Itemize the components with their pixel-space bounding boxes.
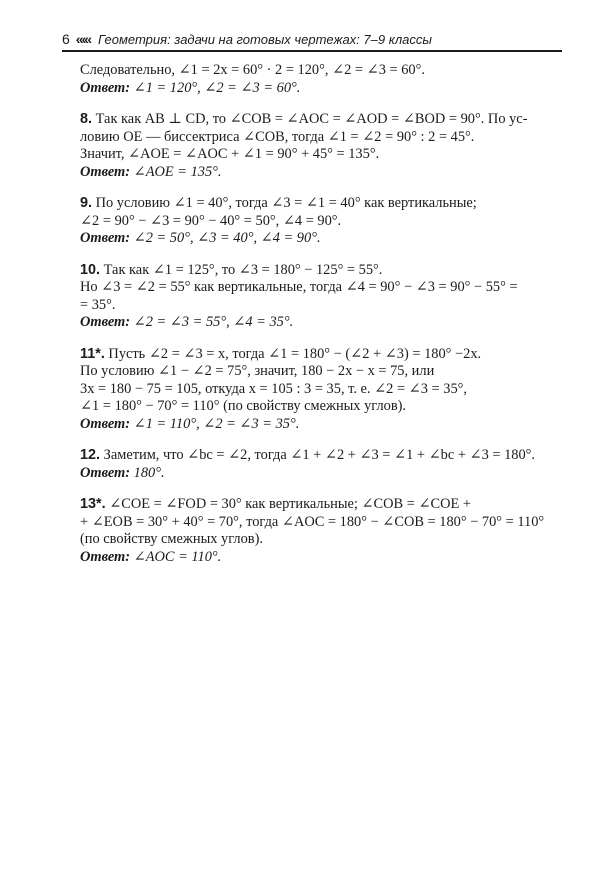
- text-line: [80, 496, 572, 514]
- line-text: Заметим, что ∠bc = ∠2, тогда ∠1 + ∠2 + ∠3 = ∠1 + ∠bc + ∠3 = 180°.: [103, 447, 536, 463]
- answer-line: [80, 314, 572, 332]
- running-header: [62, 28, 562, 52]
- answer-line: [80, 416, 572, 434]
- text-line: [80, 213, 572, 231]
- problem-number: 9.: [80, 195, 93, 211]
- line-text: Следовательно, ∠1 = 2x = 60° · 2 = 120°, ∠2 = ∠3 = 60°.: [80, 62, 425, 78]
- answer-text: ∠2 = 50°, ∠3 = 40°, ∠4 = 90°.: [133, 230, 321, 246]
- answer-label: Ответ:: [80, 548, 131, 565]
- answer-label: Ответ:: [80, 163, 131, 180]
- text-line: [80, 447, 572, 465]
- answer-text: ∠1 = 110°, ∠2 = ∠3 = 35°.: [133, 415, 300, 432]
- line-text: Так как AB ⊥ CD, то ∠COB = ∠AOC = ∠AOD = ∠BOD = 90°. По ус-: [95, 111, 528, 127]
- solution-block: [80, 195, 572, 248]
- line-text: 3x = 180 − 75 = 105, откуда x = 105 : 3 = 35, т. е. ∠2 = ∠3 = 35°,: [80, 380, 467, 397]
- line-text: ∠1 = 180° − 70° = 110° (по свойству смежных углов).: [80, 398, 407, 414]
- line-text: Значит, ∠AOE = ∠AOC + ∠1 = 90° + 45° = 135°.: [80, 146, 380, 162]
- line-text: По условию ∠1 = 40°, тогда ∠3 = ∠1 = 40° как вертикальные;: [95, 195, 477, 211]
- text-line: [80, 111, 572, 129]
- text-line: [80, 398, 572, 416]
- text-line: [80, 62, 572, 80]
- answer-text: ∠AOC = 110°.: [133, 548, 222, 565]
- line-text: ∠COE = ∠FOD = 30° как вертикальные; ∠COB = ∠COE +: [109, 496, 472, 512]
- answer-text: 180°.: [133, 464, 165, 481]
- text-line: [80, 195, 572, 213]
- text-line: [80, 279, 572, 297]
- problem-number: 10.: [80, 261, 101, 278]
- answer-line: [80, 465, 572, 483]
- line-text: (по свойству смежных углов).: [80, 531, 263, 547]
- problem-number: 13*.: [80, 496, 106, 512]
- problem-number: 12.: [80, 447, 101, 463]
- answer-label: Ответ:: [80, 314, 131, 330]
- line-text: + ∠EOB = 30° + 40° = 70°, тогда ∠AOC = 180° − ∠COB = 180° − 70° = 110°: [80, 513, 545, 530]
- book-title: Геометрия: задачи на готовых чертежах: 7–9 классы: [98, 31, 432, 47]
- chevrons-ornament: «‹«: [75, 31, 91, 47]
- line-text: Так как ∠1 = 125°, то ∠3 = 180° − 125° = 55°.: [103, 261, 383, 278]
- solution-block: [80, 111, 572, 181]
- solution-block: [80, 447, 572, 482]
- answer-text: ∠1 = 120°, ∠2 = ∠3 = 60°.: [133, 79, 301, 96]
- text-line: [80, 262, 572, 280]
- solution-block: [80, 62, 572, 97]
- page-number: 6: [62, 31, 70, 47]
- answer-label: Ответ:: [80, 464, 131, 481]
- line-text: = 35°.: [80, 296, 116, 313]
- answer-line: [80, 230, 572, 248]
- problem-number: 8.: [80, 111, 93, 127]
- text-line: [80, 531, 572, 549]
- problem-number: 11*.: [80, 345, 105, 362]
- solution-block: [80, 496, 572, 566]
- line-text: Пусть ∠2 = ∠3 = x, тогда ∠1 = 180° − (∠2 + ∠3) = 180° −2x.: [108, 345, 482, 362]
- text-line: [80, 146, 572, 164]
- line-text: По условию ∠1 − ∠2 = 75°, значит, 180 − 2x − x = 75, или: [80, 363, 435, 379]
- answer-line: [80, 549, 572, 567]
- solution-block: [80, 262, 572, 332]
- answer-text: ∠2 = ∠3 = 55°, ∠4 = 35°.: [133, 314, 294, 330]
- text-line: [80, 129, 572, 147]
- line-text: ловию OE — биссектриса ∠COB, тогда ∠1 = ∠2 = 90° : 2 = 45°.: [80, 128, 475, 145]
- answer-label: Ответ:: [80, 415, 131, 432]
- answer-line: [80, 80, 572, 98]
- answer-label: Ответ:: [80, 230, 131, 246]
- text-line: [80, 297, 572, 315]
- answer-text: ∠AOE = 135°.: [133, 163, 222, 180]
- line-text: Но ∠3 = ∠2 = 55° как вертикальные, тогда ∠4 = 90° − ∠3 = 90° − 55° =: [80, 279, 518, 295]
- solution-block: [80, 346, 572, 434]
- text-line: [80, 381, 572, 399]
- text-line: [80, 363, 572, 381]
- solutions-text: [80, 62, 572, 580]
- text-line: [80, 346, 572, 364]
- line-text: ∠2 = 90° − ∠3 = 90° − 40° = 50°, ∠4 = 90°.: [80, 212, 342, 229]
- text-line: [80, 514, 572, 532]
- answer-label: Ответ:: [80, 79, 131, 96]
- answer-line: [80, 164, 572, 182]
